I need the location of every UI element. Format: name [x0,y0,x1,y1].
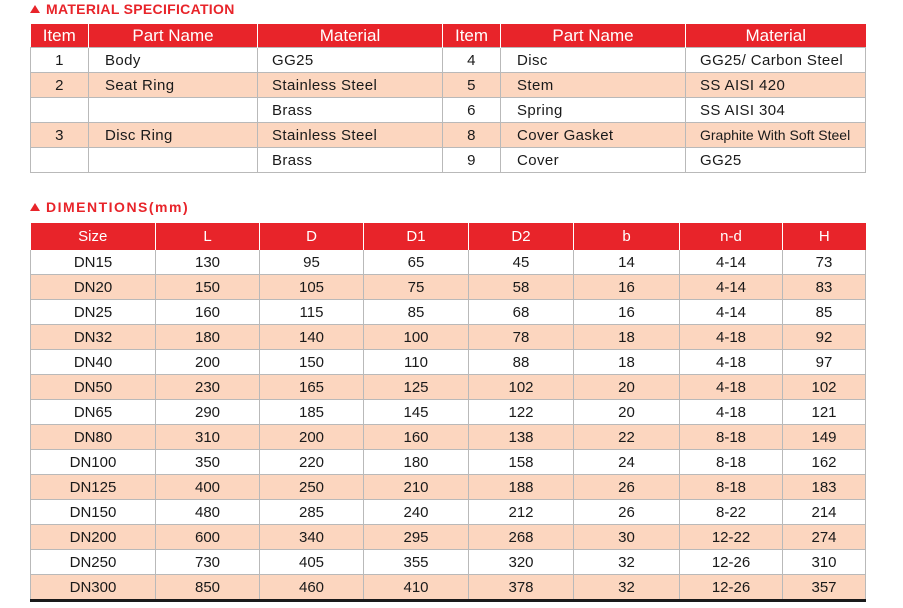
table-row [31,525,866,550]
size-cell: DN65 [31,400,156,425]
header-l: L [156,223,260,250]
d2-cell: 88 [469,350,574,375]
l-cell: 350 [156,450,260,475]
n-d-cell: 4-14 [680,250,783,275]
d1-cell: 75 [364,275,469,300]
table-row [31,123,866,148]
item-cell: 2 [31,73,89,98]
size-cell: DN32 [31,325,156,350]
header-item: Item [443,24,501,48]
h-cell: 274 [783,525,866,550]
d2-cell: 212 [469,500,574,525]
d1-cell: 410 [364,575,469,601]
d1-cell: 110 [364,350,469,375]
table-row [31,48,866,73]
header-n-d: n-d [680,223,783,250]
part-name-cell: Spring [501,98,686,123]
header-b: b [574,223,680,250]
h-cell: 149 [783,425,866,450]
table-row [31,325,866,350]
d2-cell: 188 [469,475,574,500]
l-cell: 400 [156,475,260,500]
material-cell: SS AISI 420 [686,73,866,98]
n-d-cell: 8-22 [680,500,783,525]
header-size: Size [31,223,156,250]
b-cell: 30 [574,525,680,550]
material-cell: GG25 [258,48,443,73]
d-cell: 200 [260,425,364,450]
size-cell: DN40 [31,350,156,375]
header-material: Material [258,24,443,48]
size-cell: DN100 [31,450,156,475]
table-row [31,450,866,475]
d-cell: 220 [260,450,364,475]
header-d: D [260,223,364,250]
material-cell: Graphite With Soft Steel [686,123,866,148]
d2-cell: 68 [469,300,574,325]
n-d-cell: 4-14 [680,275,783,300]
part-name-cell: Disc Ring [89,123,258,148]
item-cell: 5 [443,73,501,98]
part-name-cell: Body [89,48,258,73]
table-row [31,300,866,325]
b-cell: 14 [574,250,680,275]
l-cell: 200 [156,350,260,375]
d1-cell: 100 [364,325,469,350]
header-part-name: Part Name [501,24,686,48]
d-cell: 140 [260,325,364,350]
b-cell: 32 [574,575,680,601]
b-cell: 16 [574,300,680,325]
l-cell: 150 [156,275,260,300]
d-cell: 250 [260,475,364,500]
d2-cell: 58 [469,275,574,300]
dimensions-section-title [30,199,189,215]
n-d-cell: 4-18 [680,400,783,425]
d-cell: 115 [260,300,364,325]
d-cell: 185 [260,400,364,425]
table-row [31,400,866,425]
h-cell: 357 [783,575,866,601]
h-cell: 83 [783,275,866,300]
item-cell: 8 [443,123,501,148]
d2-cell: 102 [469,375,574,400]
triangle-up-icon [30,203,40,211]
h-cell: 85 [783,300,866,325]
size-cell: DN300 [31,575,156,601]
n-d-cell: 12-22 [680,525,783,550]
d1-cell: 180 [364,450,469,475]
b-cell: 18 [574,350,680,375]
table-row [31,250,866,275]
n-d-cell: 8-18 [680,475,783,500]
material-cell: Stainless Steel [258,123,443,148]
d1-cell: 65 [364,250,469,275]
table-row [31,475,866,500]
h-cell: 102 [783,375,866,400]
d-cell: 405 [260,550,364,575]
size-cell: DN20 [31,275,156,300]
d-cell: 105 [260,275,364,300]
size-cell: DN150 [31,500,156,525]
b-cell: 22 [574,425,680,450]
size-cell: DN80 [31,425,156,450]
d2-cell: 320 [469,550,574,575]
n-d-cell: 4-14 [680,300,783,325]
part-name-cell: Cover Gasket [501,123,686,148]
material-section-title [30,1,235,17]
dimensions-body [31,250,866,601]
material-cell: Brass [258,148,443,173]
dimensions-table [30,223,866,602]
n-d-cell: 8-18 [680,450,783,475]
d2-cell: 268 [469,525,574,550]
header-d2: D2 [469,223,574,250]
part-name-cell: Stem [501,73,686,98]
d1-cell: 355 [364,550,469,575]
material-cell: GG25/ Carbon Steel [686,48,866,73]
table-row [31,148,866,173]
d1-cell: 125 [364,375,469,400]
header-part-name: Part Name [89,24,258,48]
part-name-cell: Cover [501,148,686,173]
material-cell: GG25 [686,148,866,173]
dimensions-title-text: DIMENTIONS(mm) [46,199,190,215]
d-cell: 460 [260,575,364,601]
d1-cell: 145 [364,400,469,425]
table-row [31,350,866,375]
h-cell: 310 [783,550,866,575]
dimensions-header-row [31,223,866,250]
size-cell: DN250 [31,550,156,575]
n-d-cell: 4-18 [680,325,783,350]
size-cell: DN15 [31,250,156,275]
l-cell: 290 [156,400,260,425]
d1-cell: 160 [364,425,469,450]
n-d-cell: 4-18 [680,350,783,375]
table-row [31,275,866,300]
table-row [31,425,866,450]
d2-cell: 158 [469,450,574,475]
l-cell: 600 [156,525,260,550]
h-cell: 162 [783,450,866,475]
table-row [31,73,866,98]
part-name-cell [89,148,258,173]
b-cell: 24 [574,450,680,475]
d-cell: 150 [260,350,364,375]
d1-cell: 240 [364,500,469,525]
item-cell: 3 [31,123,89,148]
part-name-cell: Seat Ring [89,73,258,98]
header-d1: D1 [364,223,469,250]
h-cell: 183 [783,475,866,500]
part-name-cell: Disc [501,48,686,73]
h-cell: 121 [783,400,866,425]
n-d-cell: 12-26 [680,550,783,575]
l-cell: 310 [156,425,260,450]
size-cell: DN125 [31,475,156,500]
l-cell: 230 [156,375,260,400]
item-cell: 6 [443,98,501,123]
d2-cell: 138 [469,425,574,450]
d2-cell: 378 [469,575,574,601]
b-cell: 16 [574,275,680,300]
table-row [31,500,866,525]
h-cell: 73 [783,250,866,275]
material-cell: Stainless Steel [258,73,443,98]
table-row [31,375,866,400]
d2-cell: 122 [469,400,574,425]
n-d-cell: 12-26 [680,575,783,601]
d-cell: 285 [260,500,364,525]
table-row [31,575,866,601]
n-d-cell: 8-18 [680,425,783,450]
header-h: H [783,223,866,250]
item-cell: 1 [31,48,89,73]
part-name-cell [89,98,258,123]
l-cell: 160 [156,300,260,325]
l-cell: 730 [156,550,260,575]
h-cell: 214 [783,500,866,525]
material-title-text: MATERIAL SPECIFICATION [46,1,235,17]
triangle-up-icon [30,5,40,13]
material-header-row [31,24,866,48]
b-cell: 20 [574,400,680,425]
l-cell: 130 [156,250,260,275]
material-cell: SS AISI 304 [686,98,866,123]
b-cell: 20 [574,375,680,400]
item-cell [31,148,89,173]
table-row [31,98,866,123]
item-cell [31,98,89,123]
b-cell: 32 [574,550,680,575]
d1-cell: 295 [364,525,469,550]
l-cell: 850 [156,575,260,601]
d1-cell: 210 [364,475,469,500]
table-row [31,550,866,575]
d2-cell: 45 [469,250,574,275]
size-cell: DN50 [31,375,156,400]
h-cell: 92 [783,325,866,350]
d1-cell: 85 [364,300,469,325]
d2-cell: 78 [469,325,574,350]
b-cell: 18 [574,325,680,350]
l-cell: 480 [156,500,260,525]
material-specification-table [30,24,866,173]
d-cell: 95 [260,250,364,275]
header-item: Item [31,24,89,48]
item-cell: 9 [443,148,501,173]
header-material: Material [686,24,866,48]
size-cell: DN200 [31,525,156,550]
d-cell: 165 [260,375,364,400]
material-cell: Brass [258,98,443,123]
l-cell: 180 [156,325,260,350]
b-cell: 26 [574,500,680,525]
size-cell: DN25 [31,300,156,325]
item-cell: 4 [443,48,501,73]
d-cell: 340 [260,525,364,550]
n-d-cell: 4-18 [680,375,783,400]
h-cell: 97 [783,350,866,375]
b-cell: 26 [574,475,680,500]
